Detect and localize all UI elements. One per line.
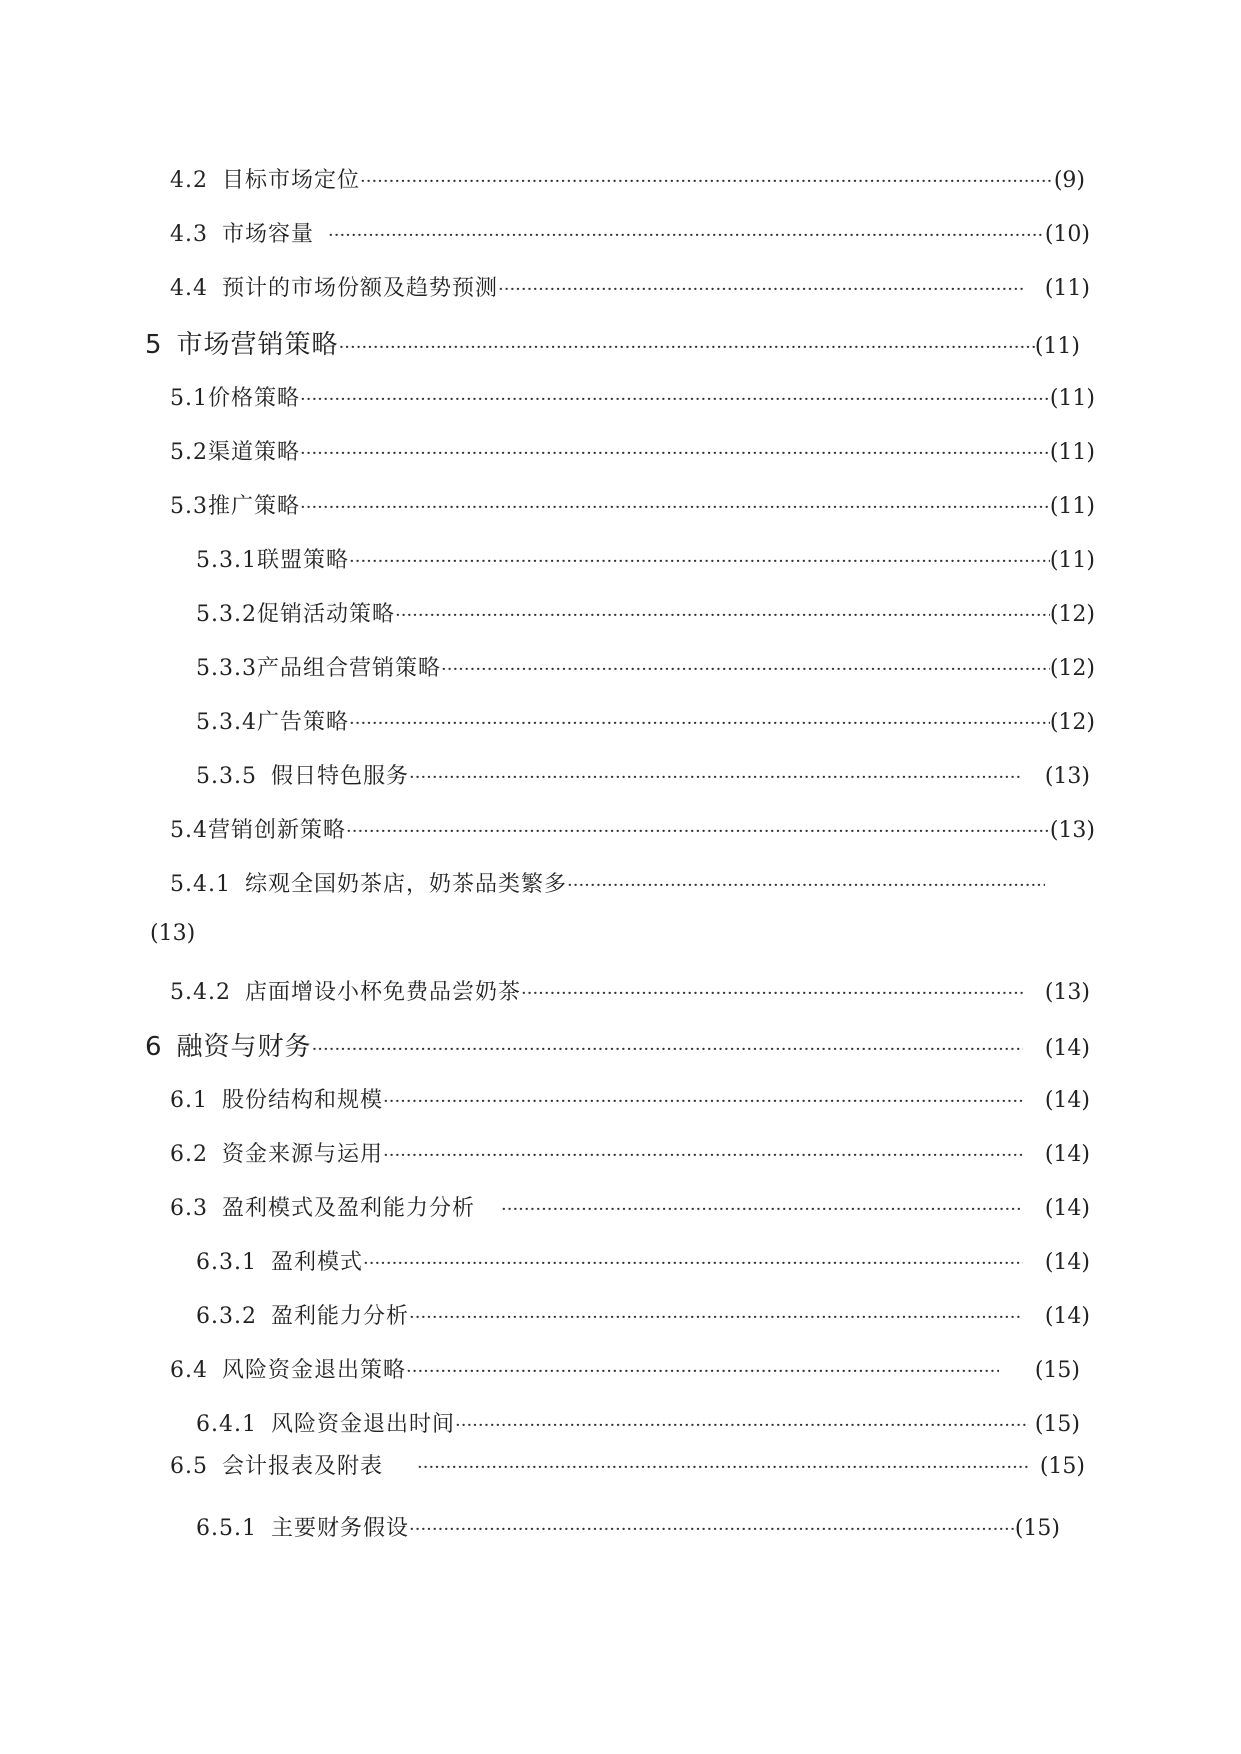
toc-entry-title: 营销创新策略: [208, 818, 347, 843]
toc-leader-dots: [339, 337, 1035, 358]
toc-entry-number: 5.3.2: [196, 602, 257, 627]
toc-entry-page: (11): [1049, 386, 1095, 411]
toc-entry-page: (12): [1049, 602, 1095, 627]
toc-leader-dots: [498, 279, 1023, 300]
toc-entry-page: (11): [1049, 548, 1095, 573]
toc-entry-title: 广告策略: [256, 710, 349, 735]
toc-leader-dots: [312, 1039, 1023, 1060]
toc-chapter-title: 融资与财务: [176, 1032, 312, 1062]
toc-entry-5-3-3[interactable]: [196, 651, 1095, 682]
toc-entry-5-4[interactable]: [170, 813, 1095, 844]
toc-entry-page: (11): [1034, 334, 1080, 359]
toc-entry-title: 盈利模式及盈利能力分析: [222, 1196, 476, 1221]
toc-entry-number: 6.3.2: [196, 1304, 257, 1329]
toc-entry-title: 风险资金退出策略: [222, 1358, 407, 1383]
toc-entry-5-3[interactable]: [170, 489, 1095, 520]
toc-leader-dots: [441, 659, 1050, 680]
toc-entry-title: 市场容量: [222, 222, 315, 247]
toc-entry-title: 主要财务假设: [270, 1516, 409, 1541]
toc-entry-page: (15): [1034, 1358, 1080, 1383]
toc-leader-dots: [567, 875, 1045, 896]
toc-entry-number: 6.5.1: [196, 1516, 257, 1541]
toc-entry-title: 联盟策略: [256, 548, 349, 573]
toc-entry-page: (13): [1044, 764, 1090, 789]
toc-leader-dots: [300, 497, 1050, 518]
toc-entry-number: 6.2: [170, 1142, 208, 1167]
toc-entry-page: (10): [1044, 222, 1090, 247]
toc-entry-page-wrapped: (13): [150, 921, 196, 946]
toc-entry-6-4[interactable]: [170, 1353, 1080, 1384]
toc-entry-title: 推广策略: [208, 494, 301, 519]
toc-entry-page: (14): [1044, 1036, 1090, 1061]
toc-entry-page: (12): [1049, 710, 1095, 735]
toc-leader-dots: [455, 1415, 1029, 1436]
toc-entry-title: 股份结构和规模: [222, 1088, 384, 1113]
toc-leader-dots: [349, 713, 1050, 734]
toc-entry-number: 4.3: [170, 222, 208, 247]
toc-entry-number: 6.4: [170, 1358, 208, 1383]
toc-entry-number: 6.3: [170, 1196, 208, 1221]
toc-chapter-6[interactable]: [145, 1026, 1090, 1063]
toc-entry-page: (15): [1039, 1454, 1085, 1479]
toc-entry-page: (15): [1014, 1516, 1060, 1541]
toc-leader-dots: [360, 171, 1054, 192]
toc-entry-page: (13): [1044, 980, 1090, 1005]
toc-chapter-5[interactable]: [145, 324, 1080, 361]
toc-entry-number: 6.1: [170, 1088, 208, 1113]
toc-entry-number: 5.3: [170, 494, 208, 519]
toc-entry-page: (14): [1044, 1196, 1090, 1221]
toc-entry-page: (15): [1034, 1412, 1080, 1437]
toc-leader-dots: [409, 767, 1023, 788]
toc-entry-page: (11): [1044, 276, 1090, 301]
toc-entry-4-2[interactable]: [170, 163, 1085, 194]
toc-entry-title: 目标市场定位: [222, 168, 361, 193]
toc-entry-4-3[interactable]: [170, 217, 1090, 248]
toc-chapter-number: 6: [145, 1032, 163, 1062]
toc-entry-number: 6.4.1: [196, 1412, 257, 1437]
toc-leader-dots: [300, 389, 1050, 410]
toc-entry-5-3-5[interactable]: [196, 759, 1090, 790]
toc-entry-number: 5.3.1: [196, 548, 257, 573]
toc-entry-4-4[interactable]: [170, 271, 1090, 302]
toc-entry-6-4-1[interactable]: [196, 1407, 1080, 1438]
toc-entry-5-1[interactable]: [170, 381, 1095, 412]
toc-entry-6-5[interactable]: [170, 1449, 1085, 1480]
toc-leader-dots: [383, 1091, 1023, 1112]
toc-chapter-number: 5: [145, 330, 163, 360]
toc-entry-title: 盈利能力分析: [270, 1304, 409, 1329]
toc-entry-6-5-1[interactable]: [196, 1511, 1060, 1542]
toc-entry-page: (12): [1049, 656, 1095, 681]
toc-entry-5-3-1[interactable]: [196, 543, 1095, 574]
toc-entry-title: 综观全国奶茶店，奶茶品类繁多: [244, 872, 567, 897]
toc-entry-number: 5.1: [170, 386, 208, 411]
toc-entry-title: 店面增设小杯免费品尝奶茶: [244, 980, 521, 1005]
toc-entry-5-2[interactable]: [170, 435, 1095, 466]
toc-entry-5-4-1[interactable]: [170, 867, 1045, 898]
toc-entry-6-3[interactable]: [170, 1191, 1090, 1222]
toc-entry-title: 促销活动策略: [256, 602, 395, 627]
toc-entry-title: 渠道策略: [208, 440, 301, 465]
toc-entry-number: 6.5: [170, 1454, 208, 1479]
toc-entry-title: 会计报表及附表: [222, 1454, 384, 1479]
toc-entry-number: 4.4: [170, 276, 208, 301]
toc-leader-dots: [406, 1361, 999, 1382]
toc-entry-title: 风险资金退出时间: [270, 1412, 455, 1437]
toc-entry-title: 资金来源与运用: [222, 1142, 384, 1167]
toc-chapter-title: 市场营销策略: [176, 330, 339, 360]
toc-leader-dots: [521, 983, 1023, 1004]
toc-entry-5-3-4[interactable]: [196, 705, 1095, 736]
toc-entry-page: (14): [1044, 1250, 1090, 1275]
toc-entry-page: (11): [1049, 494, 1095, 519]
toc-entry-5-4-2[interactable]: [170, 975, 1090, 1006]
toc-entry-title: 预计的市场份额及趋势预测: [222, 276, 499, 301]
toc-leader-dots: [409, 1519, 1015, 1540]
toc-leader-dots: [328, 225, 1045, 246]
toc-entry-page: (9): [1053, 168, 1085, 193]
toc-entry-6-3-1[interactable]: [196, 1245, 1090, 1276]
toc-entry-6-2[interactable]: [170, 1137, 1090, 1168]
toc-leader-dots: [383, 1145, 1023, 1166]
toc-entry-page: (11): [1049, 440, 1095, 465]
toc-entry-title: 价格策略: [208, 386, 301, 411]
toc-entry-page: (14): [1044, 1142, 1090, 1167]
toc-entry-title: 假日特色服务: [270, 764, 409, 789]
toc-leader-dots: [300, 443, 1050, 464]
toc-leader-dots: [363, 1253, 1023, 1274]
toc-entry-number: 5.4.1: [170, 872, 231, 897]
toc-entry-number: 6.3.1: [196, 1250, 257, 1275]
toc-leader-dots: [395, 605, 1050, 626]
toc-entry-5-3-2[interactable]: [196, 597, 1095, 628]
toc-entry-number: 4.2: [170, 168, 208, 193]
toc-leader-dots: [346, 821, 1050, 842]
toc-entry-number: 5.3.4: [196, 710, 257, 735]
toc-leader-dots: [409, 1307, 1023, 1328]
toc-entry-page: (14): [1044, 1088, 1090, 1113]
toc-entry-title: 产品组合营销策略: [256, 656, 441, 681]
toc-leader-dots: [349, 551, 1050, 572]
toc-entry-number: 5.4.2: [170, 980, 231, 1005]
toc-entry-number: 5.3.5: [196, 764, 257, 789]
toc-entry-title: 盈利模式: [270, 1250, 363, 1275]
toc-entry-6-1[interactable]: [170, 1083, 1090, 1114]
toc-entry-number: 5.2: [170, 440, 208, 465]
toc-leader-dots: [417, 1457, 1030, 1478]
toc-entry-page: (13): [1049, 818, 1095, 843]
toc-entry-6-3-2[interactable]: [196, 1299, 1090, 1330]
toc-leader-dots: [501, 1199, 1023, 1220]
toc-entry-number: 5.3.3: [196, 656, 257, 681]
toc-entry-number: 5.4: [170, 818, 208, 843]
toc-entry-page: (14): [1044, 1304, 1090, 1329]
